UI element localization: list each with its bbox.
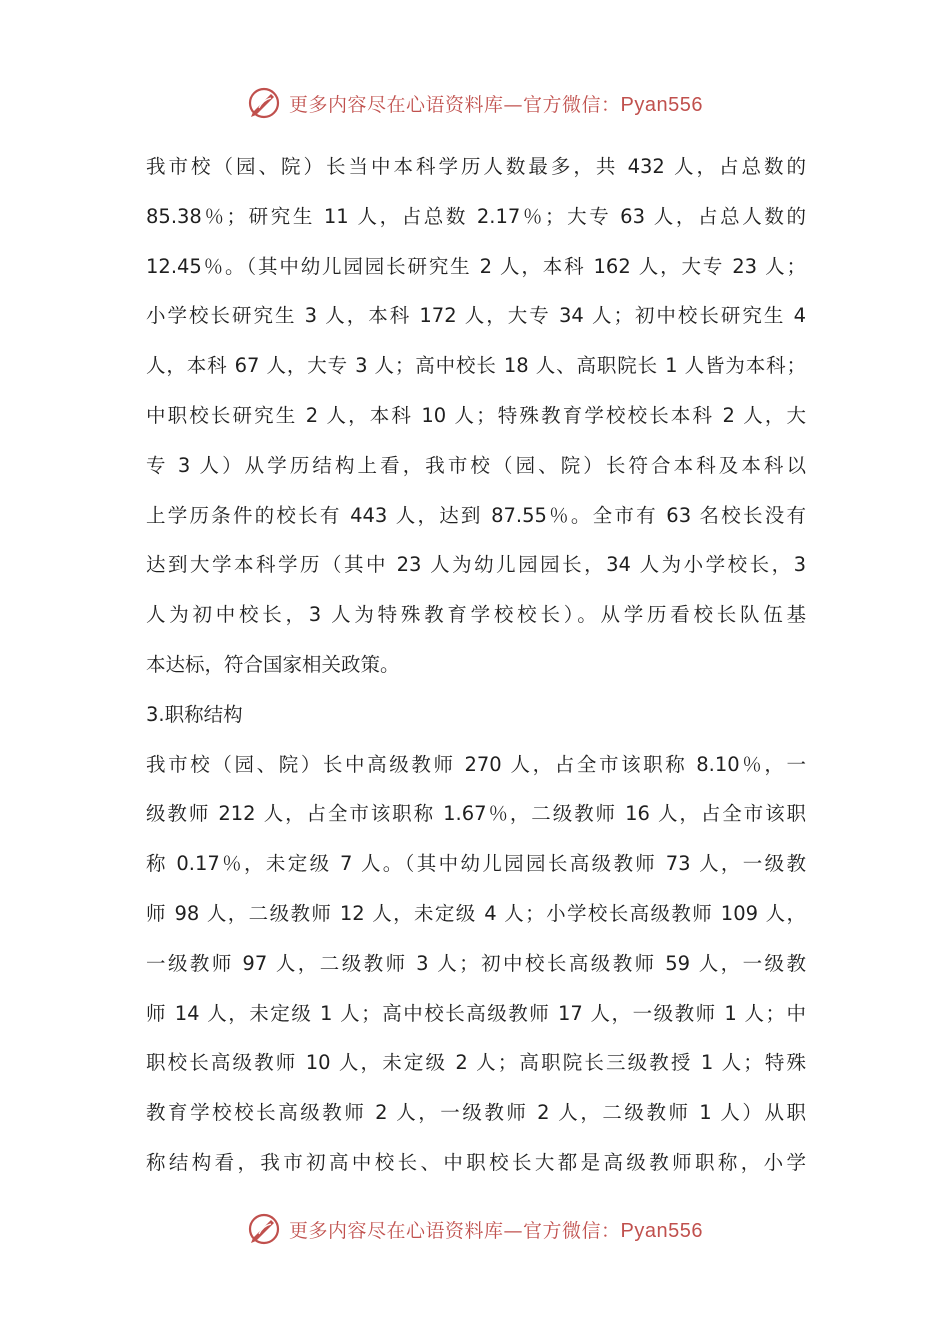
text-line: 我市校（园、院）长当中本科学历人数最多，共 432 人，占总数的 [146,155,806,178]
text-line: 称 0.17％，未定级 7 人。（其中幼儿园园长高级教师 73 人，一级教 [146,852,806,876]
text-line: 12.45％。（其中幼儿园园长研究生 2 人，本科 162 人，大专 23 人； [146,254,806,278]
header-watermark [0,83,950,123]
text-line: 人为初中校长，3 人为特殊教育学校校长）。从学历看校长队伍基 [146,603,806,627]
section-heading: 3.职称结构 [146,702,243,726]
text-line: 师 98 人，二级教师 12 人，未定级 4 人；小学校长高级教师 109 人， [146,901,806,925]
pen-logo-icon [247,1212,281,1246]
text-line: 教育学校校长高级教师 2 人，一级教师 2 人，二级教师 1 人）从职 [146,1101,806,1125]
text-line: 职校长高级教师 10 人，未定级 2 人；高职院长三级教授 1 人；特殊 [146,1051,806,1075]
text-line: 师 14 人，未定级 1 人；高中校长高级教师 17 人，一级教师 1 人；中 [146,1001,806,1025]
footer-watermark [0,1209,950,1249]
text-line: 人，本科 67 人，大专 3 人；高中校长 18 人、高职院长 1 人皆为本科； [146,354,806,378]
text-line: 一级教师 97 人，二级教师 3 人；初中校长高级教师 59 人，一级教 [146,951,806,975]
watermark-brand: 更多内容尽在心语资料库—官方微信： [289,1219,621,1242]
text-line: 85.38％；研究生 11 人，占总数 2.17％；大专 63 人，占总人数的 [146,204,806,228]
text-line: 专 3 人）从学历结构上看，我市校（园、院）长符合本科及本科以 [146,453,806,477]
text-line: 本达标，符合国家相关政策。 [146,652,400,676]
text-line: 称结构看，我市初高中校长、中职校长大都是高级教师职称，小学 [146,1150,806,1174]
text-line: 上学历条件的校长有 443 人，达到 87.55％。全市有 63 名校长没有 [146,503,806,527]
text-line: 小学校长研究生 3 人，本科 172 人，大专 34 人；初中校长研究生 4 [146,304,806,328]
text-line: 中职校长研究生 2 人，本科 10 人；特殊教育学校校长本科 2 人，大 [146,403,806,427]
pen-logo-icon [247,86,281,120]
watermark-text [289,90,703,117]
text-line: 我市校（园、院）长中高级教师 270 人，占全市该职称 8.10％，一 [146,752,806,776]
watermark-brand: 更多内容尽在心语资料库—官方微信： [289,93,621,116]
watermark-wechat-id: Pyan556 [620,93,703,116]
text-line: 级教师 212 人，占全市该职称 1.67％，二级教师 16 人，占全市该职 [146,802,806,826]
watermark-wechat-id: Pyan556 [620,1219,703,1242]
text-line: 达到大学本科学历（其中 23 人为幼儿园园长，34 人为小学校长，3 [146,553,806,577]
document-body [146,142,806,1188]
watermark-text [289,1216,703,1243]
